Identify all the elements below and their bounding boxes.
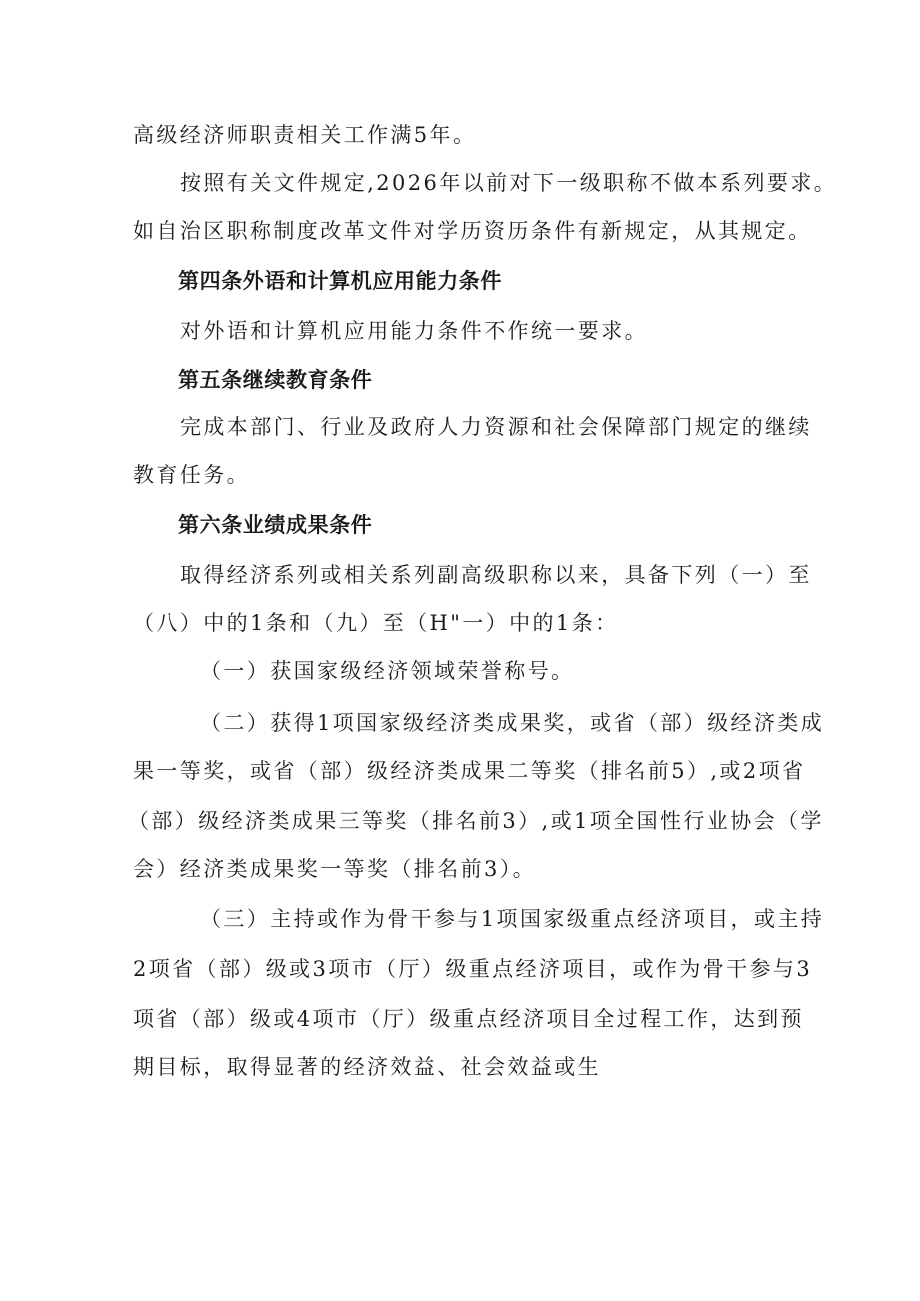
text-line: （八）中的1条和（九）至（H"一）中的1条：	[133, 611, 619, 635]
text-line: 会）经济类成果奖一等奖（排名前3）。	[133, 857, 537, 881]
text-line: 高级经济师职责相关工作满5年。	[133, 123, 477, 147]
section-heading-article-4: 第四条外语和计算机应用能力条件	[178, 269, 502, 293]
list-item-3: （三）主持或作为骨干参与1项国家级重点经济项目，或主持	[200, 907, 825, 931]
section-heading-article-6: 第六条业绩成果条件	[178, 513, 373, 537]
text-line: 对外语和计算机应用能力条件不作统一要求。	[180, 319, 648, 343]
section-heading-article-5: 第五条继续教育条件	[178, 368, 373, 392]
text-line: 完成本部门、行业及政府人力资源和社会保障部门规定的继续	[180, 415, 812, 439]
list-item-2: （二）获得1项国家级经济类成果奖，或省（部）级经济类成	[200, 711, 825, 735]
text-line: 项省（部）级或4项市（厅）级重点经济项目全过程工作，达到预	[133, 1007, 804, 1031]
list-item-1: （一）获国家级经济领域荣誉称号。	[200, 659, 575, 683]
text-line: 果一等奖，或省（部）级经济类成果二等奖（排名前5）,或2项省	[133, 759, 806, 783]
text-line: 取得经济系列或相关系列副高级职称以来，具备下列（一）至	[180, 563, 812, 587]
text-line: 如自治区职称制度改革文件对学历资历条件有新规定，从其规定。	[133, 219, 812, 243]
text-line: 期目标，取得显著的经济效益、社会效益或生	[133, 1055, 601, 1079]
text-line: 按照有关文件规定,2026年以前对下一级职称不做本系列要求。	[180, 171, 838, 195]
text-line: 教育任务。	[133, 463, 250, 487]
text-line: （部）级经济类成果三等奖（排名前3）,或1项全国性行业协会（学	[128, 809, 824, 833]
text-line: 2项省（部）级或3项市（厅）级重点经济项目，或作为骨干参与3	[133, 957, 813, 981]
